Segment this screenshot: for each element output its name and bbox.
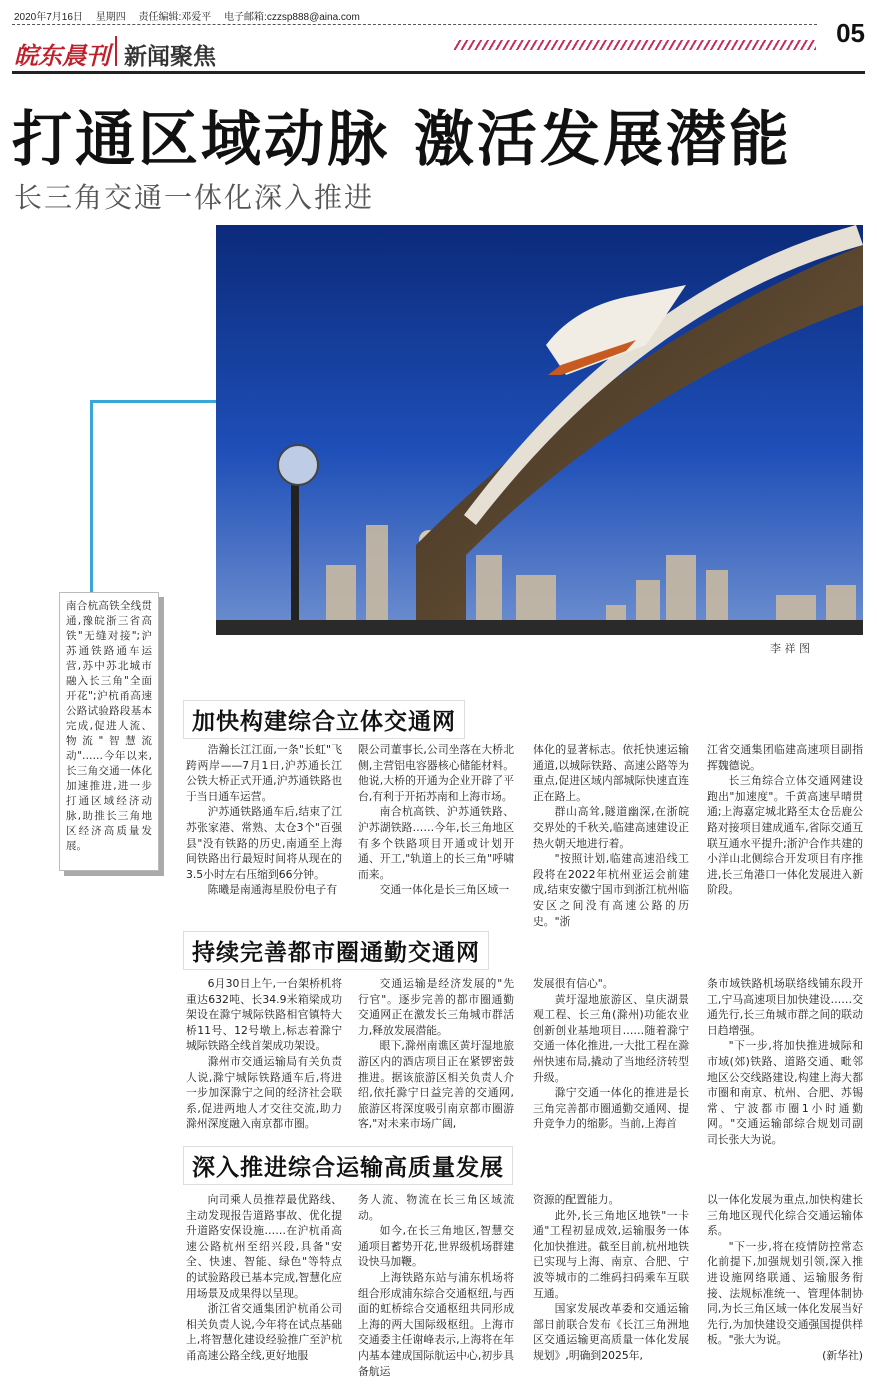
decorative-hatch bbox=[454, 40, 816, 50]
section-3-column-1: 向司乘人员推荐最优路线、主动发现报告道路事故、优化提升道路安保设施……在沪杭甬高速公路杭州至绍兴段,具备"安全、快速、智能、绿色"等特点的试验路段已基本完成,智慧化应用场景及成果得以呈现。 浙江省交通集团沪杭甬公司相关负责人说,今年将在试点基础上,将智慧化建设经验推广至沪杭甬高速公路全线,更好地服 bbox=[186, 1193, 342, 1362]
monorail-illustration bbox=[216, 225, 863, 635]
header-rule bbox=[12, 24, 817, 25]
section-1-column-4: 江省交通集团临建高速项目副指挥魏德说。 长三角综合立体交通网建设跑出"加速度"。千黄高速早晴贯通;上海嘉定城北路至太仓岳鹿公路对接项目建成通车,省际交通互联互通水平提升;浙沪合作共建的小洋山北侧综合开发项目有序推进,长三角港口一体化发展进入新阶段。 bbox=[707, 743, 863, 897]
sub-headline: 长三角交通一体化深入推进 bbox=[14, 181, 375, 214]
section-name: 新闻聚焦 bbox=[124, 43, 216, 70]
section-3-column-2: 务人流、物流在长三角区域流动。 如今,在长三角地区,智慧交通项目蓄势开花,世界级机场群建设快马加鞭。 上海铁路东站与浦东机场将组合形成浦东综合交通枢纽,与西面的虹桥综合交通枢纽共同形成上海的两大国际级枢纽。上海市交通委主任谢峰表示,上海将在年内基本建成国际航运中心,初步具备航运 bbox=[358, 1193, 514, 1378]
editor-email: 电子邮箱:czzsp888@aina.com bbox=[224, 12, 360, 23]
section-3-column-4: 以一体化发展为重点,加快构建长三角地区现代化综合交通运输体系。 "下一步,将在疫情防控常态化前提下,加强规划引领,深入推进设施网络联通、运输服务衔接、法规标准统一、管理体制协同,为长三角区域一体化发展当好先行,为加快建设交通强国提供样板。"张大为说。 (新华社) bbox=[707, 1193, 863, 1362]
photo-credit: 李 祥 图 bbox=[770, 642, 810, 655]
page-number: 05 bbox=[836, 18, 865, 48]
section-1-column-2: 限公司董事长,公司坐落在大桥北侧,主营铝电容器核心储能材料。他说,大桥的开通为企业开辟了平台,有利于开拓苏南和上海市场。 南合杭高铁、沪苏通铁路、沪苏湖铁路……今年,长三角地区有多个铁路项目开通或计划开通、开工,"轨道上的长三角"呼啸而来。 交通一体化是长三角区域一 bbox=[358, 743, 514, 897]
section-3-column-3: 资源的配置能力。 此外,长三角地区地铁"一卡通"工程初显成效,运输服务一体化加快推进。截至目前,杭州地铁已实现与上海、南京、合肥、宁波等城市的二维码扫码乘车互联互通。 国家发展改革委和交通运输部日前联合发布《长江三角洲地区交通运输更高质量一体化发展规划》,明确到2025年, bbox=[533, 1193, 689, 1362]
section-2-column-3: 发展很有信心"。 黄圩湿地旅游区、皇庆湖景观工程、长三角(滁州)功能农业创新创业基地项目……随着滁宁交通一体化推进,一大批工程在滁州快速布局,撬动了当地经济转型升级。 滁宁交通一体化的推进是长三角完善都市圈通勤交通网、提升竞争力的缩影。当前,上海首 bbox=[533, 977, 689, 1131]
section-2-column-2: 交通运输是经济发展的"先行官"。逐步完善的都市圈通勤交通网正在激发长三角城市群活力,释放发展潜能。 眼下,滁州南谯区黄圩湿地旅游区内的酒店项目正在紧锣密鼓推进。据该旅游区相关负责人介绍,依托滁宁日益完善的交通网,旅游区将深度吸引南京都市圈游客,"对未来市场广阔, bbox=[358, 977, 514, 1131]
news-agency-credit: (新华社) bbox=[822, 1348, 863, 1362]
section-3-title: 深入推进综合运输高质量发展 bbox=[183, 1146, 513, 1185]
headline-rule bbox=[12, 71, 865, 74]
monorail-photo bbox=[216, 225, 863, 635]
accent-line-vertical bbox=[90, 400, 93, 595]
section-2-column-1: 6月30日上午,一台架桥机将重达632吨、长34.9米箱梁成功架设在滁宁城际铁路相官镇特大桥11号、12号墩上,标志着滁宁城际铁路全线首架成功架设。 滁州市交通运输局有关负责人说,滁宁城际铁路通车后,将进一步加深滁宁之间的经济社会联系,促进两地人才交往交流,助力滁州深度融入南京都市圈。 bbox=[186, 977, 342, 1131]
logo-divider bbox=[115, 36, 117, 66]
lead-summary: 南合杭高铁全线贯通,豫皖浙三省高铁"无缝对接";沪苏通铁路通车运营,苏中苏北城市融入长三角"全面开花";沪杭甬高速公路试验路段基本完成,促进人流、物流"智慧流动"……今年以来,长三角交通一体化加速推进,进一步打通区域经济动脉,助推长三角地区经济高质量发展。 bbox=[59, 592, 159, 871]
issue-weekday: 星期四 bbox=[95, 12, 126, 23]
newspaper-logo: 皖东晨刊 bbox=[14, 41, 110, 70]
editor-credit: 责任编辑:邓爱平 bbox=[138, 12, 212, 23]
main-headline: 打通区域动脉 激活发展潜能 bbox=[12, 105, 792, 175]
accent-line-horizontal bbox=[90, 400, 216, 403]
section-1-column-1: 浩瀚长江江面,一条"长虹"飞跨两岸——7月1日,沪苏通长江公铁大桥正式开通,沪苏通铁路也于当日通车运营。 沪苏通铁路通车后,结束了江苏张家港、常熟、太仓3个"百强县"没有铁路的历史,南通至上海间铁路出行最短时间将从现在的3.5小时左右压缩到66分钟。 陈曦是南通海星股份电子有 bbox=[186, 743, 342, 897]
section-2-title: 持续完善都市圈通勤交通网 bbox=[183, 931, 489, 970]
masthead-meta bbox=[14, 8, 370, 23]
issue-date: 2020年7月16日 bbox=[14, 12, 83, 23]
section-1-title: 加快构建综合立体交通网 bbox=[183, 700, 465, 739]
section-2-column-4: 条市域铁路机场联络线铺东段开工,宁马高速项目加快建设……交通先行,长三角城市群之间的联动日趋增强。 "下一步,将加快推进城际和市域(郊)铁路、道路交通、毗邻地区公交线路建设,构建上海大都市圈和南京、杭州、合肥、苏锡常、宁波都市圈1小时通勤网。"交通运输部综合规划司副司长张大为说。 bbox=[707, 977, 863, 1146]
section-1-column-3: 体化的显著标志。依托快速运输通道,以城际铁路、高速公路等为重点,促进区域内部城际快速直连正在路上。 群山高耸,隧道幽深,在浙皖交界处的千秋关,临建高速建设正热火朝天地进行着。 "按照计划,临建高速沿线工段将在2022年杭州亚运会前建成,结束安徽宁国市到浙江杭州临安区之间没有高速公路的历史。"浙 bbox=[533, 743, 689, 928]
